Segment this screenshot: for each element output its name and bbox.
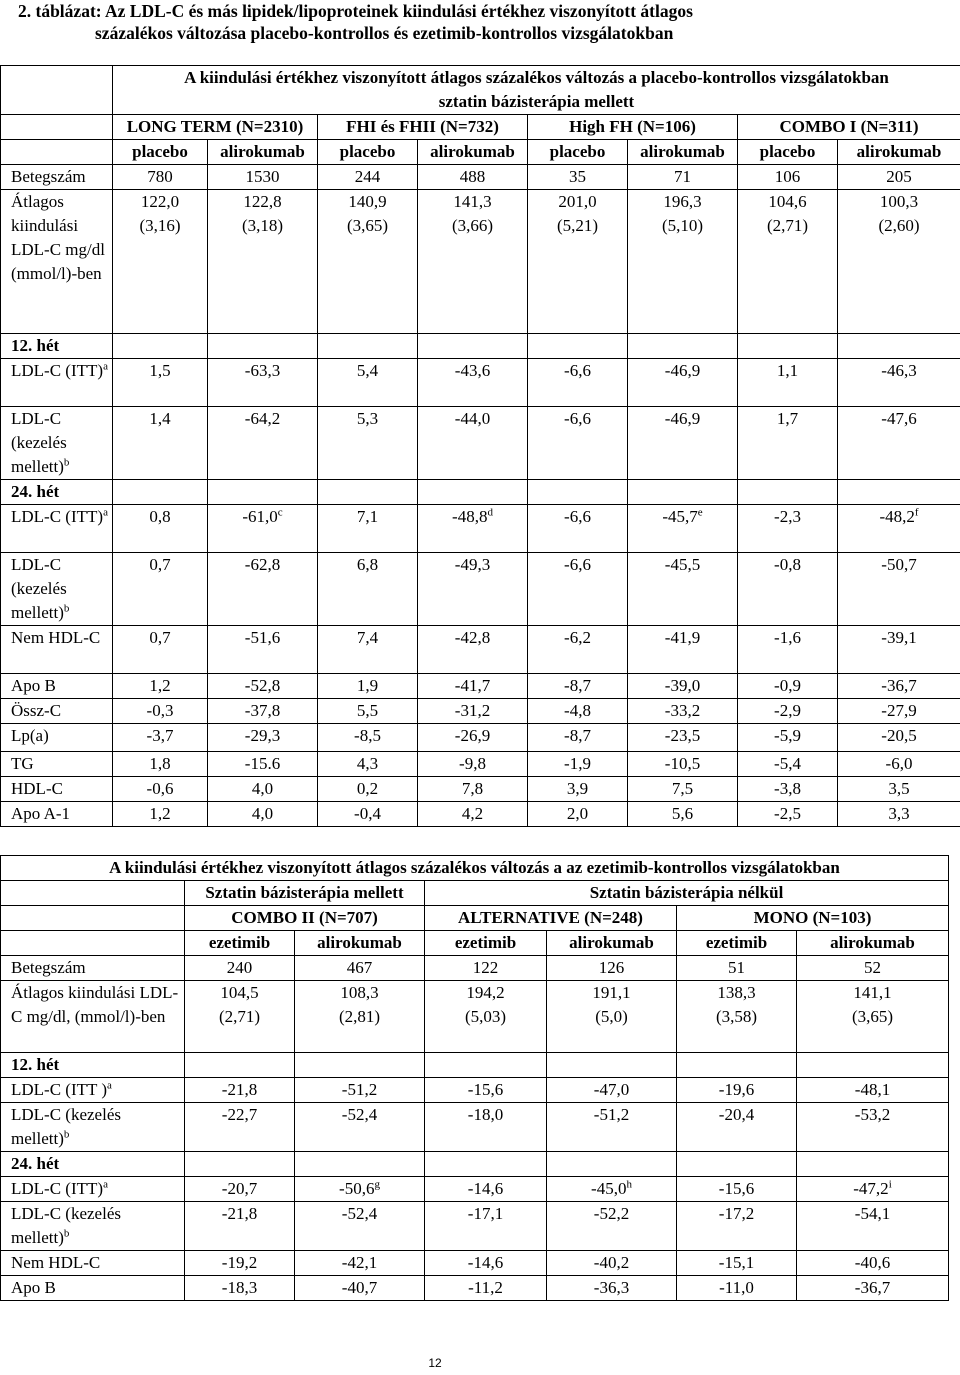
table-cell: 5,4 (318, 359, 418, 407)
table-cell: 7,1 (318, 505, 418, 553)
arm-header: ezetimib (677, 931, 797, 956)
table-cell: -19,6 (677, 1078, 797, 1103)
table-cell: -48,1 (797, 1078, 949, 1103)
table-cell: 1,1 (738, 359, 838, 407)
table-cell: -42,8 (418, 626, 528, 674)
table-cell: -40,6 (797, 1251, 949, 1276)
arm-header: alirokumab (208, 140, 318, 165)
row-label: TG (1, 752, 113, 777)
arm-header: placebo (528, 140, 628, 165)
table-cell: -26,9 (418, 724, 528, 752)
table-cell: -33,2 (628, 699, 738, 724)
arm-header: placebo (113, 140, 208, 165)
row-label: Átlagos kiindulási LDL-C mg/dl (mmol/l)-ben (1, 190, 113, 334)
table-cell: -48,8$^d$ (418, 505, 528, 553)
table1-title: A kiindulási értékhez viszonyított átlagos százalékos változás a placebo-kontrollos vizsgálatokban sztatin bázisterápia mellett (113, 66, 960, 115)
table-cell: 100,3 (2,60) (838, 190, 960, 334)
table-cell: -4,8 (528, 699, 628, 724)
table-cell: 7,4 (318, 626, 418, 674)
row-label: LDL-C (ITT)$^a$ (1, 359, 113, 407)
table-cell: -51,6 (208, 626, 318, 674)
table-row (1, 359, 960, 407)
row-label: Nem HDL-C (1, 1251, 185, 1276)
table-cell: -3,7 (113, 724, 208, 752)
section-label: 24. hét (1, 480, 113, 505)
table-cell: -43,6 (418, 359, 528, 407)
table-cell: -51,2 (547, 1103, 677, 1152)
table-cell: -47,6 (838, 407, 960, 480)
table-cell: -39,1 (838, 626, 960, 674)
table-row (1, 407, 960, 480)
table-cell: 51 (677, 956, 797, 981)
table-row (1, 777, 960, 802)
table-cell: -41,9 (628, 626, 738, 674)
arm-header: alirokumab (797, 931, 949, 956)
study-header: ALTERNATIVE (N=248) (425, 906, 677, 931)
placebo-controlled-table (0, 65, 960, 827)
table-row (1, 699, 960, 724)
table-cell: 1,7 (738, 407, 838, 480)
study-header: COMBO I (N=311) (738, 115, 960, 140)
section-label: 24. hét (1, 1152, 185, 1177)
group-header: Sztatin bázisterápia mellett (185, 881, 425, 906)
table-cell: -1,6 (738, 626, 838, 674)
table-cell: 122 (425, 956, 547, 981)
table-cell: -6,0 (838, 752, 960, 777)
caption-line-2: százalékos változása placebo-kontrollos és ezetimib-kontrollos vizsgálatokban (95, 23, 674, 43)
table-cell: 122,8 (3,18) (208, 190, 318, 334)
table-cell: 191,1 (5,0) (547, 981, 677, 1053)
table-cell: -21,8 (185, 1202, 295, 1251)
table-cell: -6,2 (528, 626, 628, 674)
table-row (1, 752, 960, 777)
table-cell: -53,2 (797, 1103, 949, 1152)
table-cell: -18,3 (185, 1276, 295, 1301)
table-cell: -1,9 (528, 752, 628, 777)
table-cell: -8,7 (528, 724, 628, 752)
table-cell: -45,7e (628, 505, 738, 553)
table-cell: 4,3 (318, 752, 418, 777)
table-cell: -0,6 (113, 777, 208, 802)
table-cell: 104,5 (2,71) (185, 981, 295, 1053)
table-cell: -9,8 (418, 752, 528, 777)
table-cell: 122,0 (3,16) (113, 190, 208, 334)
table-cell: -27,9 (838, 699, 960, 724)
table-row (1, 674, 960, 699)
table-cell: 1,4 (113, 407, 208, 480)
row-label: LDL-C (kezelés mellett)$^b$ (1, 1202, 185, 1251)
section-label: 12. hét (1, 334, 113, 359)
table-cell: 71 (628, 165, 738, 190)
table-cell: -52,2 (547, 1202, 677, 1251)
table-row (1, 1078, 949, 1103)
table-row (1, 165, 960, 190)
row-label: Átlagos kiindulási LDL-C mg/dl, (mmol/l)-ben (1, 981, 185, 1053)
table-cell: -49,3 (418, 553, 528, 626)
table-cell: -46,9 (628, 407, 738, 480)
table-cell: -14,6 (425, 1251, 547, 1276)
table-cell: -20,4 (677, 1103, 797, 1152)
table-cell: 196,3 (5,10) (628, 190, 738, 334)
row-label: LDL-C (ITT)$^a$ (1, 505, 113, 553)
table-cell: -0,4 (318, 802, 418, 827)
row-label: Apo A-1 (1, 802, 113, 827)
table-cell: -20,7 (185, 1177, 295, 1202)
table-cell: -2,3 (738, 505, 838, 553)
row-label: LDL-C (kezelés mellett)$^b$ (1, 407, 113, 480)
study-header: FHI és FHII (N=732) (318, 115, 528, 140)
study-header: LONG TERM (N=2310) (113, 115, 318, 140)
table-cell: -15,1 (677, 1251, 797, 1276)
table-cell: -45,5 (628, 553, 738, 626)
table-cell: -39,0 (628, 674, 738, 699)
table-cell: 0,7 (113, 553, 208, 626)
table-cell: 104,6 (2,71) (738, 190, 838, 334)
table-cell: 5,6 (628, 802, 738, 827)
table-cell: 1530 (208, 165, 318, 190)
table-cell: 3,9 (528, 777, 628, 802)
table-cell: 3,3 (838, 802, 960, 827)
table-cell: 5,3 (318, 407, 418, 480)
table-cell: -51,2 (295, 1078, 425, 1103)
table-cell: -40,7 (295, 1276, 425, 1301)
row-label: Betegszám (1, 165, 113, 190)
row-label: Apo B (1, 1276, 185, 1301)
table1-study-row (1, 115, 960, 140)
table-cell: 7,8 (418, 777, 528, 802)
table-cell: 201,0 (5,21) (528, 190, 628, 334)
table-cell: -10,5 (628, 752, 738, 777)
table-cell: 4,0 (208, 802, 318, 827)
section-row-week24 (1, 1152, 949, 1177)
table-cell: -47,0 (547, 1078, 677, 1103)
table-cell: 467 (295, 956, 425, 981)
table-row (1, 981, 949, 1053)
row-label: LDL-C (ITT)$^a$ (1, 1177, 185, 1202)
arm-header: alirokumab (295, 931, 425, 956)
table-cell: 6,8 (318, 553, 418, 626)
table-cell: 35 (528, 165, 628, 190)
row-label: Apo B (1, 674, 113, 699)
table-cell: -42,1 (295, 1251, 425, 1276)
arm-header: ezetimib (425, 931, 547, 956)
study-header: COMBO II (N=707) (185, 906, 425, 931)
table-cell: -54,1 (797, 1202, 949, 1251)
table-cell: -46,3 (838, 359, 960, 407)
table-cell: -6,6 (528, 407, 628, 480)
table-cell: -3,8 (738, 777, 838, 802)
table-cell: -2,5 (738, 802, 838, 827)
table-row (1, 553, 960, 626)
table-cell: -20,5 (838, 724, 960, 752)
table-cell: -8,5 (318, 724, 418, 752)
row-label: Betegszám (1, 956, 185, 981)
table-cell: 141,3 (3,66) (418, 190, 528, 334)
table-cell: -37,8 (208, 699, 318, 724)
arm-header: alirokumab (418, 140, 528, 165)
table-cell: 138,3 (3,58) (677, 981, 797, 1053)
table-cell: 1,2 (113, 802, 208, 827)
ezetimibe-controlled-table (0, 855, 949, 1301)
table-cell: 1,2 (113, 674, 208, 699)
caption-line-1: 2. táblázat: Az LDL-C és más lipidek/lipoproteinek kiindulási értékhez viszonyított átlagos (18, 1, 693, 21)
arm-header: ezetimib (185, 931, 295, 956)
table-row (1, 1202, 949, 1251)
table-cell: 194,2 (5,03) (425, 981, 547, 1053)
table-row (1, 956, 949, 981)
row-label: LDL-C (ITT )$^a$ (1, 1078, 185, 1103)
table-cell: -52,4 (295, 1202, 425, 1251)
arm-header: placebo (738, 140, 838, 165)
table-cell: -23,5 (628, 724, 738, 752)
table-cell: 3,5 (838, 777, 960, 802)
study-header: MONO (N=103) (677, 906, 949, 931)
table-cell: 240 (185, 956, 295, 981)
table-cell: 0,7 (113, 626, 208, 674)
table-cell: 0,8 (113, 505, 208, 553)
table-cell: -21,8 (185, 1078, 295, 1103)
table-row (1, 190, 960, 334)
table-row (1, 802, 960, 827)
table-cell: -17,2 (677, 1202, 797, 1251)
table-cell: 126 (547, 956, 677, 981)
table-cell: -18,0 (425, 1103, 547, 1152)
table-caption (0, 0, 960, 44)
table-cell: -41,7 (418, 674, 528, 699)
arm-header: alirokumab (838, 140, 960, 165)
table-cell: -11,0 (677, 1276, 797, 1301)
table-cell: -19,2 (185, 1251, 295, 1276)
page-number: 12 (428, 1356, 442, 1370)
study-header: High FH (N=106) (528, 115, 738, 140)
table-row (1, 626, 960, 674)
table-cell: 488 (418, 165, 528, 190)
table-cell: -5,9 (738, 724, 838, 752)
row-label: LDL-C (kezelés mellett)$^b$ (1, 1103, 185, 1152)
table-cell: 2,0 (528, 802, 628, 827)
arm-header: alirokumab (547, 931, 677, 956)
table-cell: -29,3 (208, 724, 318, 752)
table2-study-row (1, 906, 949, 931)
table-cell: -52,4 (295, 1103, 425, 1152)
table-cell: -36,3 (547, 1276, 677, 1301)
table-cell: -22,7 (185, 1103, 295, 1152)
table-row (1, 724, 960, 752)
table-cell: 108,3 (2,81) (295, 981, 425, 1053)
section-row-week24 (1, 480, 960, 505)
table-row (1, 1251, 949, 1276)
table-cell: -6,6 (528, 359, 628, 407)
table-cell: 7,5 (628, 777, 738, 802)
table-cell: -50,7 (838, 553, 960, 626)
section-label: 12. hét (1, 1053, 185, 1078)
table-cell: -46,9 (628, 359, 738, 407)
table2-title: A kiindulási értékhez viszonyított átlagos százalékos változás a az ezetimib-kontrollos vizsgálatokban (1, 856, 949, 881)
table2-arm-row (1, 931, 949, 956)
table-cell: -52,8 (208, 674, 318, 699)
table-cell: -0,8 (738, 553, 838, 626)
row-label: Lp(a) (1, 724, 113, 752)
table-cell: -5,4 (738, 752, 838, 777)
row-label: Nem HDL-C (1, 626, 113, 674)
table-row (1, 505, 960, 553)
table2-group-row (1, 881, 949, 906)
table-cell: -8,7 (528, 674, 628, 699)
row-label: Össz-C (1, 699, 113, 724)
table-cell: -40,2 (547, 1251, 677, 1276)
arm-header: placebo (318, 140, 418, 165)
table-cell: -15,6 (677, 1177, 797, 1202)
table-row (1, 1276, 949, 1301)
table-cell: 106 (738, 165, 838, 190)
section-row-week12 (1, 334, 960, 359)
group-header: Sztatin bázisterápia nélkül (425, 881, 949, 906)
table-cell: -15.6 (208, 752, 318, 777)
table-cell: 140,9 (3,65) (318, 190, 418, 334)
table-cell: -45,0$^h$ (547, 1177, 677, 1202)
row-label: HDL-C (1, 777, 113, 802)
table-row (1, 1177, 949, 1202)
table1-arm-row (1, 140, 960, 165)
table-cell: 52 (797, 956, 949, 981)
table-cell: 205 (838, 165, 960, 190)
table-cell: -2,9 (738, 699, 838, 724)
section-row-week12 (1, 1053, 949, 1078)
table-cell: 1,5 (113, 359, 208, 407)
table-cell: -63,3 (208, 359, 318, 407)
table-cell: -50,6$^g$ (295, 1177, 425, 1202)
table-cell: -11,2 (425, 1276, 547, 1301)
table-row (1, 1103, 949, 1152)
table-cell: -14,6 (425, 1177, 547, 1202)
table-cell: -0,3 (113, 699, 208, 724)
arm-header: alirokumab (628, 140, 738, 165)
table-cell: -0,9 (738, 674, 838, 699)
table-cell: -64,2 (208, 407, 318, 480)
table-cell: -17,1 (425, 1202, 547, 1251)
table-cell: 0,2 (318, 777, 418, 802)
table-cell: -6,6 (528, 553, 628, 626)
table-cell: 244 (318, 165, 418, 190)
table-cell: -6,6 (528, 505, 628, 553)
table-cell: -47,2$^i$ (797, 1177, 949, 1202)
table-cell: -15,6 (425, 1078, 547, 1103)
table-cell: -44,0 (418, 407, 528, 480)
row-label: LDL-C (kezelés mellett)$^b$ (1, 553, 113, 626)
table-cell: 4,2 (418, 802, 528, 827)
table-cell: 1,8 (113, 752, 208, 777)
table-cell: -31,2 (418, 699, 528, 724)
table-cell: -61,0$^c$ (208, 505, 318, 553)
table-cell: -62,8 (208, 553, 318, 626)
table-cell: -36,7 (797, 1276, 949, 1301)
table-cell: 141,1 (3,65) (797, 981, 949, 1053)
table-cell: -48,2$^f$ (838, 505, 960, 553)
table-cell: 5,5 (318, 699, 418, 724)
table-cell: 4,0 (208, 777, 318, 802)
table-cell: -36,7 (838, 674, 960, 699)
table-cell: 780 (113, 165, 208, 190)
table-cell: 1,9 (318, 674, 418, 699)
